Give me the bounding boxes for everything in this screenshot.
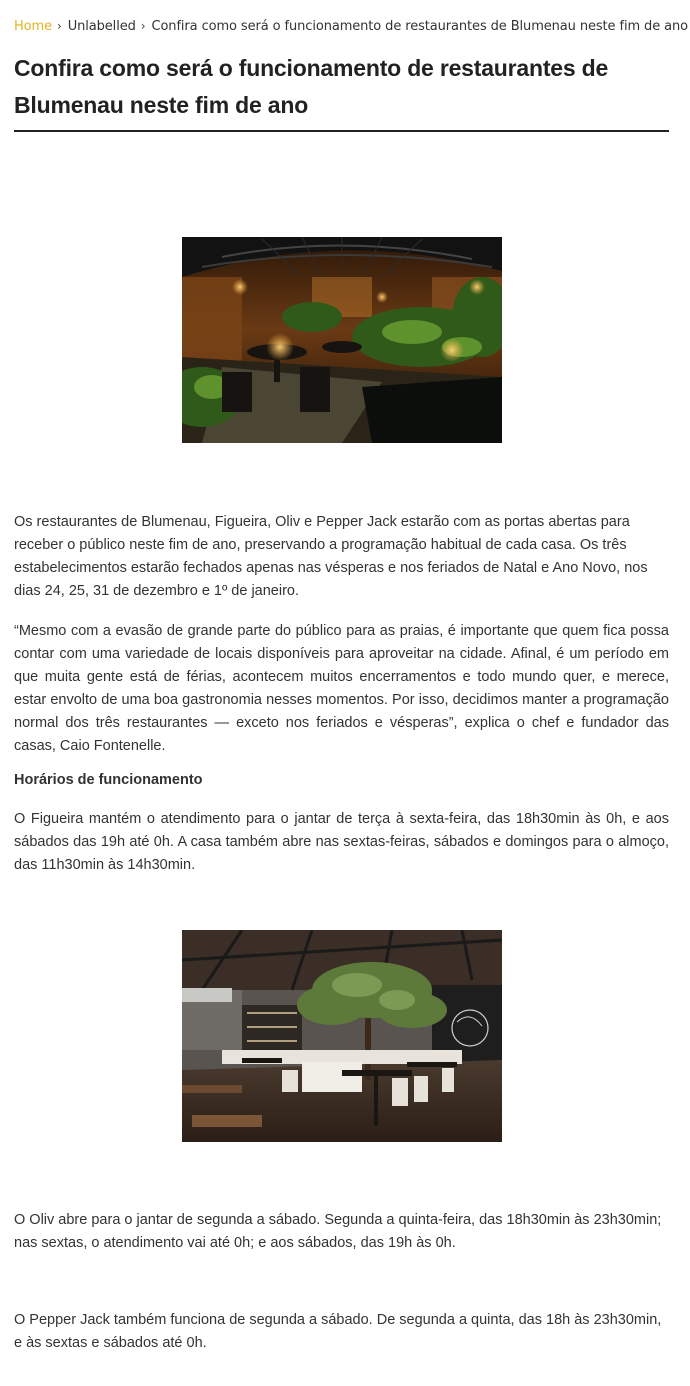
page-title: Confira como será o funcionamento de restaurantes de Blumenau neste fim de ano (14, 55, 609, 118)
article-paragraph: O Oliv abre para o jantar de segunda a sábado. Segunda a quinta-feira, das 18h30min às 23h30min; nas sextas, o atendimento vai até 0h; e aos sábados, das 19h às 0h. (14, 1212, 662, 1251)
chevron-right-icon: › (140, 19, 146, 33)
restaurant-garden-photo (182, 237, 502, 443)
section-heading: Horários de funcionamento (14, 772, 203, 788)
chevron-right-icon: › (57, 19, 62, 33)
breadcrumb-category-link[interactable]: Unlabelled (67, 19, 136, 34)
title-divider (14, 130, 669, 132)
breadcrumb-home-link[interactable]: Home (14, 19, 52, 34)
article-paragraph: O Pepper Jack também funciona de segunda a sábado. De segunda a quinta, das 18h às 23h30min, e às sextas e sábados até 0h. (14, 1312, 662, 1351)
article-paragraph: Os restaurantes de Blumenau, Figueira, Oliv e Pepper Jack estarão com as portas abertas para receber o público neste fim de ano, preservando a programação habitual de cada casa. Os três estabelecimentos estarão fechados apenas nas vésperas e nos feriados de Natal e Ano Novo, nos dias 24, 25, 31 de dezembro e 1º de janeiro. (14, 514, 648, 599)
article-paragraph: O Figueira mantém o atendimento para o jantar de terça à sexta-feira, das 18h30min às 0h, e aos sábados das 19h até 0h. A casa também abre nas sextas-feiras, sábados e domingos para o almoço, das 11h30min às 14h30min. (14, 811, 669, 873)
breadcrumb-current: Confira como será o funcionamento de restaurantes de Blumenau neste fim de ano (151, 19, 688, 34)
article-paragraph: “Mesmo com a evasão de grande parte do público para as praias, é importante que quem fica possa contar com uma variedade de locais disponíveis para aproveitar na cidade. Afinal, é um período em que muita gente está de férias, acontecem muitos encerramentos e todo mundo quer, e merece, estar envolto de uma boa gastronomia nesses momentos. Por isso, decidimos manter a programação normal dos três restaurantes — exceto nos feriados e vésperas”, explica o chef e fundador das casas, Caio Fontenelle. (14, 623, 669, 754)
breadcrumb (14, 19, 688, 34)
restaurant-dining-room-photo (182, 930, 502, 1142)
